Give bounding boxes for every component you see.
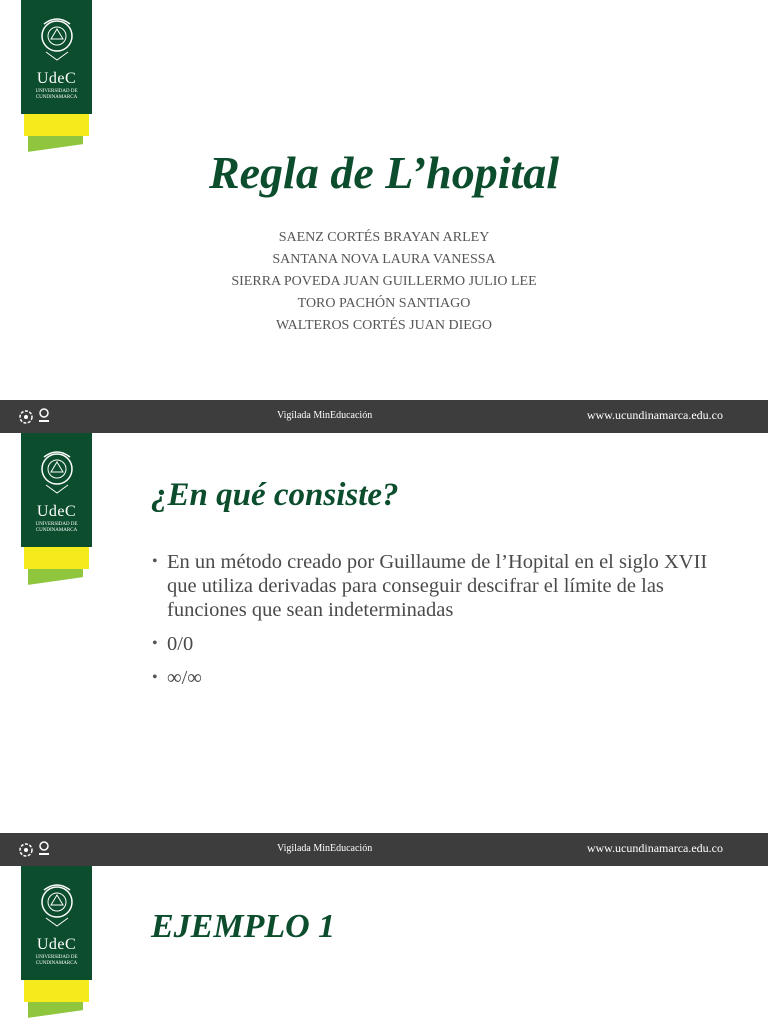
slide-footer <box>0 400 768 433</box>
udec-logo <box>21 0 93 150</box>
logo-brand: UdeC <box>36 503 77 520</box>
author-item: TORO PACHÓN SANTIAGO <box>297 296 471 311</box>
logo-university: UNIVERSIDAD DE CUNDINAMARCA <box>35 89 78 100</box>
slide-heading: ¿En qué consiste? <box>151 477 399 513</box>
slide-example <box>0 866 768 1024</box>
bullet-item: • ∞/∞ <box>152 666 722 690</box>
slide-title-heading: Regla de L’hopital <box>208 147 560 198</box>
udec-logo <box>21 433 93 583</box>
gear-icon <box>20 844 32 856</box>
copyright-icon <box>39 842 49 855</box>
university-seal-icon <box>38 14 76 62</box>
logo-university: UNIVERSIDAD DE CUNDINAMARCA <box>35 522 78 533</box>
slide-heading: EJEMPLO 1 <box>151 908 336 945</box>
logo-brand: UdeC <box>36 936 77 953</box>
bullet-list <box>152 550 722 700</box>
slide-footer <box>0 833 768 866</box>
license-icons <box>18 407 54 427</box>
university-seal-icon <box>38 880 76 928</box>
author-item: SANTANA NOVA LAURA VANESSA <box>272 252 496 267</box>
vigilada-label: Vigilada MinEducación <box>277 843 373 854</box>
website-link[interactable]: www.ucundinamarca.edu.co <box>586 408 723 422</box>
logo-brand: UdeC <box>36 70 77 87</box>
logo-university: UNIVERSIDAD DE CUNDINAMARCA <box>35 955 78 966</box>
website-link[interactable]: www.ucundinamarca.edu.co <box>586 841 723 855</box>
author-item: SIERRA POVEDA JUAN GUILLERMO JULIO LEE <box>231 274 537 289</box>
university-seal-icon <box>38 447 76 495</box>
udec-logo <box>21 866 93 1016</box>
bullet-item: • En un método creado por Guillaume de l’Hopital en el siglo XVII que utiliza derivadas para conseguir descifrar el límite de las funciones que sean indeterminadas <box>152 550 722 622</box>
license-icons <box>18 840 54 860</box>
bullet-item: • 0/0 <box>152 632 722 656</box>
slide-title <box>0 0 768 433</box>
authors-list <box>0 227 768 337</box>
slide-definition <box>0 433 768 866</box>
author-item: SAENZ CORTÉS BRAYAN ARLEY <box>278 230 490 245</box>
author-item: WALTEROS CORTÉS JUAN DIEGO <box>275 318 493 333</box>
gear-icon <box>20 411 32 423</box>
vigilada-label: Vigilada MinEducación <box>277 410 373 421</box>
copyright-icon <box>39 409 49 422</box>
